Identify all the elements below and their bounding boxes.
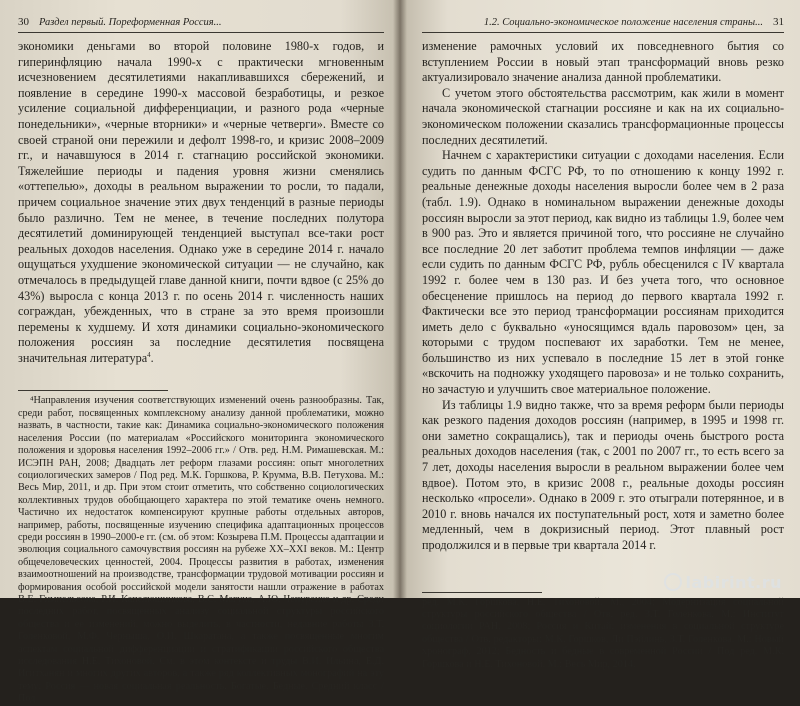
- right-body-text: [422, 39, 784, 554]
- right-footnotes: [422, 597, 784, 671]
- left-page-number: 30: [18, 16, 29, 28]
- footnote-marker[interactable]: 4: [147, 350, 151, 359]
- left-footnotes: [18, 395, 384, 705]
- left-body-text: [18, 39, 384, 366]
- watermark: [664, 573, 783, 593]
- right-paragraph: изменение рамочных условий их повседневного бытия со вступлением России в новый этап трансформаций вновь резко актуализировало значение анализа данной проблематики.: [422, 39, 784, 85]
- left-running-header: [18, 16, 384, 30]
- right-header-rule: [422, 32, 784, 33]
- right-running-title: 1.2. Социально-экономическое положение населения страны...: [483, 17, 763, 28]
- footnote-separator: [422, 592, 542, 593]
- right-page-number: 31: [773, 16, 784, 28]
- left-paragraph: экономики деньгами во второй половине 1980-х годов, и гиперинфляцию начала 1990-х с практически мгновенным исчезновением десятилетиями накапливавшихся сбережений, и появление в середине 1990-х массовой безработицы, и резкое усиление социальной дифференциации, и разного рода «черные понедельники», «черные вторники» и «черные четверги». Вместе со своей страной они пережили и дефолт 1998-го, и кризис 2008–2009 гг., и начавшуюся в 2014 г. стагнацию российской экономики. Тяжелейшие периоды и падения уровня жизни сменялись «оттепелью», доходы в реальном выражении то росли, то падали, причем социальное значение этих двух тенденций в разные периоды было различно. Тем не менее, в течение последних полутора десятилетий доминирующей тенденцией выступал все-таки рост реальных доходов населения. Однако уже в середине 2014 г. начало ощущаться ухудшение экономической ситуации — не случайно, как отмечалось в предыдущей главе данной книги, почти вдвое (с 25% до 43%) выросла с конца 2013 г. по осень 2014 г. численность наших сограждан, убежденных, что в стране за это время произошли перемены к худшему. И хотя динамики социально-экономического положения россиян за последние десятилетия посвящена значительная литература$^4$.: [18, 39, 384, 365]
- right-running-header: [422, 16, 784, 30]
- right-paragraph: Из таблицы 1.9 видно также, что за время реформ были периоды как резкого падения доходов россиян (например, в 1995 и 1998 гг. они заметно сокращались), так и периоды очень быстрого роста реальных доходов населения (так, с 2001 по 2007 гг., то есть всего за 7 лет, доходы населения выросли в реальном выражении более чем вдвое). Потом это, в кризис 2008 г., реальные доходы россиян несколько «просели». Однако в 2009 г. это отыграли потерянное, и в 2010 г. вновь начался их поступательный рост, хотя и заметно более медленный, чем в докризисный период. Этот плавный рост продолжился и в первые три квартала 2014 г.: [422, 397, 784, 552]
- right-paragraph: С учетом этого обстоятельства рассмотрим, как жили в момент начала экономической стагнации россияне и как на их социально-экономическом положении сказались трансформационные процессы последних десятилетий.: [422, 85, 784, 147]
- footnote-continuation: ред. М.К. Горшкова, Н.Е. Тихоновой. М., 2004; Модернизация социальной структуры российского общества / Отв. ред. З.Т. Голенкова. М.: Институт социологии РАН, 2008; Россия и Китай: изменения в социальной структуре общества / Отв. редакторы: М.К. Горшков, Ли Пэйлинь, З.Т. Голенкова. М.: Новый хронограф, 2012; Бедность и бедные в современной России / Под ред. М.К. Горшкова и Н.Е. Тихоновой. М.: Весь Мир, 2014.: [422, 596, 784, 670]
- left-header-rule: [18, 32, 384, 33]
- watermark-text: labirint.ru: [685, 572, 782, 592]
- right-page: [400, 0, 800, 670]
- left-running-title: Раздел первый. Пореформенная Россия...: [39, 17, 222, 28]
- footnote-separator: [18, 390, 168, 391]
- left-page: [0, 0, 400, 705]
- book-gutter-shadow: [393, 0, 407, 598]
- footnote: ⁴Направления изучения соответствующих изменений очень разнообразны. Так, среди работ, посвященных комплексному анализу данной проблематики, можно назвать, в частности, такие как: Динамика социально-экономического положения населения России (по материалам «Российского мониторинга экономического положения и здоровья населения 1992–2006 гг.» / Отв. ред. Н.М. Римашевская. М.: ИСЭПН РАН, 2008; Двадцать лет реформ глазами россиян: опыт многолетних социологических замеров / Под ред. М.К. Горшкова, Р. Крумма, В.В. Петухова. М.: Весь Мир, 2011, и др. При этом стоит отметить, что собственно социологических коллективных трудов обобщающего характера по этой тематике очень немного. Частично их недостаток компенсируют крупные работы отдельных авторов, например, работы, посвященные изучению специфика адаптационных процессов среди россиян в 1990–2000-е гг. (см. об этом: Козырева П.М. Процессы адаптации и эволюция социального самочувствия россиян на рубеже XX–XXI веков. М.: Центр общечеловеческих ценностей, 2004. Процессы развития в работах, изменения взаимоотношений на производстве, трансформации трудовой мотивации россиян и формирования особой российской модели занятости нашли отражение в работах В.Е. Гимпельсона, Р.И. Капелюшникова, В.С. Магуна, А.Ю. Чепуренко и др. Среди последних работ, посвященных анализу социальной структуры российского общества и ее изменений, можно выделить, в частности, недавние работы З.Т. Голенковой, М.Ф. Черныша, О.И. Шкаратана, а также посвященные многим аспектам социальной дифференциации и стратификации российского общества исследования Н.Е. Тихоновой. См. в этом контексте и труды В.И. Ильина, Е.Д. Игитханян и многих других авторов, а также ряд коллективных монографий на эту тему: Россия — новая социальная реальность. Богатые. Бедные. Средний класс / Под: [18, 395, 384, 705]
- right-paragraph: Начнем с характеристики ситуации с доходами населения. Если судить по данным ФСГС РФ, то по отношению к концу 1992 г. реальные денежные доходы населения выросли более чем в 2 раза (табл. 1.9). Однако в номинальном выражении денежные доходы россиян выросли за этот период, как видно из таблицы 1.9, более чем в 900 раз. Это и является причиной того, что россияне не случайно все последние 20 лет заботит проблема темпов инфляции — даже если судить по данным ФСГС РФ, рубль обесценился с IV квартала 1992 г. более чем в 130 раз. И без учета того, что основное обесценение пришлось на период до первого квартала 1992 г. Фактически все это период трансформации россиянам приходится иметь дело с буквально «уносящимся вдаль паровозом» цен, за которыми с трудом поспевают их заработки. Тем не менее, большинство из них успевало в последние 15 лет в этой гонке «вскочить на подножку уходящего паровоза» и не только сохранить, но зачастую и улучшить свое материальное положение.: [422, 148, 784, 397]
- labyrinth-logo-icon: [664, 573, 682, 591]
